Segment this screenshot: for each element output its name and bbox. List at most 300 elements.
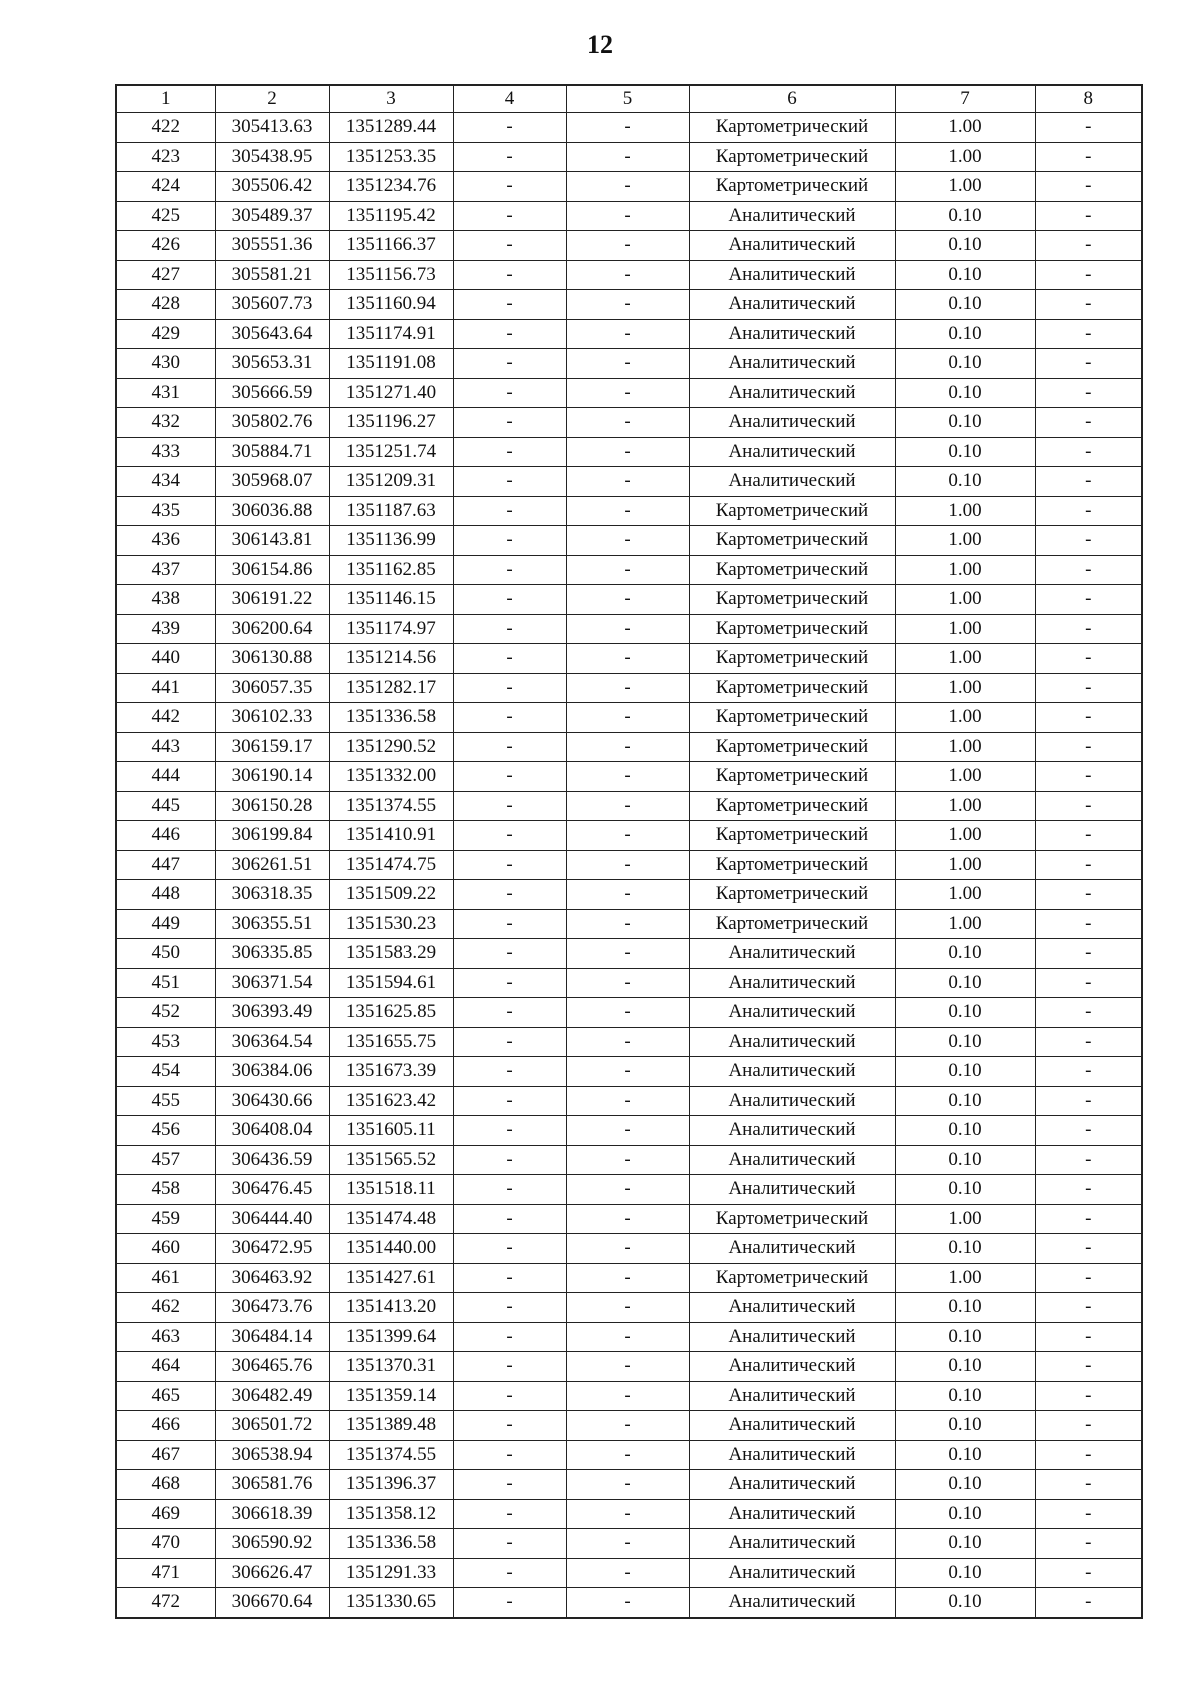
cell-point-number: 425 (116, 201, 215, 231)
cell-col-8: - (1035, 1440, 1142, 1470)
cell-col-4: - (453, 821, 566, 851)
cell-col-4: - (453, 614, 566, 644)
cell-x-coordinate: 305643.64 (215, 319, 329, 349)
table-row (116, 113, 1142, 143)
cell-col-5: - (566, 732, 689, 762)
cell-col-8: - (1035, 1204, 1142, 1234)
cell-col-8: - (1035, 762, 1142, 792)
cell-col-5: - (566, 939, 689, 969)
cell-y-coordinate: 1351160.94 (329, 290, 453, 320)
cell-point-number: 472 (116, 1588, 215, 1618)
cell-point-number: 471 (116, 1558, 215, 1588)
cell-point-number: 446 (116, 821, 215, 851)
cell-col-4: - (453, 1381, 566, 1411)
cell-col-8: - (1035, 939, 1142, 969)
cell-method: Аналитический (689, 1352, 895, 1382)
cell-col-5: - (566, 467, 689, 497)
cell-method: Картометрический (689, 909, 895, 939)
cell-point-number: 423 (116, 142, 215, 172)
cell-accuracy: 0.10 (895, 1175, 1035, 1205)
cell-accuracy: 1.00 (895, 850, 1035, 880)
cell-y-coordinate: 1351374.55 (329, 1440, 453, 1470)
cell-x-coordinate: 306430.66 (215, 1086, 329, 1116)
cell-col-5: - (566, 1263, 689, 1293)
cell-y-coordinate: 1351174.97 (329, 614, 453, 644)
cell-x-coordinate: 306465.76 (215, 1352, 329, 1382)
header-cell-point-number: 1 (116, 85, 215, 113)
cell-accuracy: 1.00 (895, 172, 1035, 202)
cell-y-coordinate: 1351399.64 (329, 1322, 453, 1352)
cell-point-number: 467 (116, 1440, 215, 1470)
cell-method: Аналитический (689, 1381, 895, 1411)
table-row (116, 850, 1142, 880)
cell-col-4: - (453, 496, 566, 526)
cell-x-coordinate: 305489.37 (215, 201, 329, 231)
cell-col-8: - (1035, 1352, 1142, 1382)
cell-y-coordinate: 1351166.37 (329, 231, 453, 261)
table-row (116, 880, 1142, 910)
cell-method: Аналитический (689, 939, 895, 969)
cell-col-4: - (453, 1529, 566, 1559)
cell-x-coordinate: 306143.81 (215, 526, 329, 556)
cell-col-5: - (566, 585, 689, 615)
cell-accuracy: 1.00 (895, 673, 1035, 703)
cell-col-5: - (566, 113, 689, 143)
cell-method: Аналитический (689, 1411, 895, 1441)
cell-y-coordinate: 1351336.58 (329, 1529, 453, 1559)
cell-col-5: - (566, 1145, 689, 1175)
cell-y-coordinate: 1351195.42 (329, 201, 453, 231)
cell-method: Картометрический (689, 614, 895, 644)
cell-method: Аналитический (689, 1558, 895, 1588)
cell-point-number: 443 (116, 732, 215, 762)
cell-point-number: 429 (116, 319, 215, 349)
cell-col-4: - (453, 1263, 566, 1293)
cell-x-coordinate: 306130.88 (215, 644, 329, 674)
cell-accuracy: 0.10 (895, 1027, 1035, 1057)
cell-col-4: - (453, 231, 566, 261)
cell-accuracy: 0.10 (895, 1440, 1035, 1470)
cell-y-coordinate: 1351291.33 (329, 1558, 453, 1588)
cell-accuracy: 1.00 (895, 614, 1035, 644)
cell-x-coordinate: 306261.51 (215, 850, 329, 880)
cell-method: Картометрический (689, 526, 895, 556)
cell-col-5: - (566, 349, 689, 379)
table-row (116, 1175, 1142, 1205)
cell-x-coordinate: 306463.92 (215, 1263, 329, 1293)
cell-method: Аналитический (689, 290, 895, 320)
cell-accuracy: 1.00 (895, 496, 1035, 526)
cell-point-number: 436 (116, 526, 215, 556)
cell-accuracy: 0.10 (895, 1529, 1035, 1559)
cell-point-number: 434 (116, 467, 215, 497)
cell-y-coordinate: 1351389.48 (329, 1411, 453, 1441)
header-cell-col-5: 5 (566, 85, 689, 113)
cell-col-5: - (566, 1352, 689, 1382)
cell-accuracy: 0.10 (895, 1322, 1035, 1352)
cell-y-coordinate: 1351162.85 (329, 555, 453, 585)
cell-x-coordinate: 306191.22 (215, 585, 329, 615)
cell-point-number: 451 (116, 968, 215, 998)
cell-x-coordinate: 306200.64 (215, 614, 329, 644)
cell-accuracy: 0.10 (895, 290, 1035, 320)
cell-col-4: - (453, 1234, 566, 1264)
cell-col-4: - (453, 762, 566, 792)
cell-point-number: 427 (116, 260, 215, 290)
table-row (116, 732, 1142, 762)
cell-accuracy: 0.10 (895, 1588, 1035, 1618)
cell-point-number: 460 (116, 1234, 215, 1264)
cell-x-coordinate: 306384.06 (215, 1057, 329, 1087)
cell-x-coordinate: 305653.31 (215, 349, 329, 379)
cell-y-coordinate: 1351673.39 (329, 1057, 453, 1087)
cell-x-coordinate: 305607.73 (215, 290, 329, 320)
cell-accuracy: 0.10 (895, 998, 1035, 1028)
cell-col-8: - (1035, 1588, 1142, 1618)
cell-x-coordinate: 306538.94 (215, 1440, 329, 1470)
cell-col-4: - (453, 408, 566, 438)
cell-col-4: - (453, 467, 566, 497)
cell-method: Аналитический (689, 1322, 895, 1352)
cell-point-number: 431 (116, 378, 215, 408)
cell-col-8: - (1035, 319, 1142, 349)
cell-col-4: - (453, 732, 566, 762)
table-row (116, 526, 1142, 556)
table-row (116, 290, 1142, 320)
cell-method: Картометрический (689, 1263, 895, 1293)
cell-col-5: - (566, 1381, 689, 1411)
cell-col-4: - (453, 1558, 566, 1588)
cell-col-4: - (453, 113, 566, 143)
cell-method: Картометрический (689, 142, 895, 172)
cell-y-coordinate: 1351565.52 (329, 1145, 453, 1175)
cell-accuracy: 0.10 (895, 260, 1035, 290)
cell-point-number: 458 (116, 1175, 215, 1205)
cell-col-8: - (1035, 555, 1142, 585)
cell-col-8: - (1035, 260, 1142, 290)
cell-x-coordinate: 305551.36 (215, 231, 329, 261)
table-row (116, 585, 1142, 615)
cell-point-number: 463 (116, 1322, 215, 1352)
cell-x-coordinate: 306159.17 (215, 732, 329, 762)
cell-col-5: - (566, 998, 689, 1028)
cell-x-coordinate: 306408.04 (215, 1116, 329, 1146)
cell-col-5: - (566, 1057, 689, 1087)
cell-accuracy: 0.10 (895, 939, 1035, 969)
cell-col-8: - (1035, 732, 1142, 762)
cell-method: Аналитический (689, 1499, 895, 1529)
cell-col-4: - (453, 1175, 566, 1205)
cell-x-coordinate: 306484.14 (215, 1322, 329, 1352)
cell-method: Аналитический (689, 1145, 895, 1175)
cell-col-5: - (566, 1175, 689, 1205)
cell-col-4: - (453, 1440, 566, 1470)
cell-x-coordinate: 306444.40 (215, 1204, 329, 1234)
cell-col-8: - (1035, 290, 1142, 320)
cell-accuracy: 1.00 (895, 1263, 1035, 1293)
cell-col-8: - (1035, 703, 1142, 733)
cell-col-4: - (453, 1293, 566, 1323)
table-row (116, 968, 1142, 998)
cell-point-number: 469 (116, 1499, 215, 1529)
cell-y-coordinate: 1351370.31 (329, 1352, 453, 1382)
cell-col-4: - (453, 172, 566, 202)
cell-col-8: - (1035, 998, 1142, 1028)
cell-y-coordinate: 1351136.99 (329, 526, 453, 556)
table-row (116, 1204, 1142, 1234)
table-row (116, 998, 1142, 1028)
cell-accuracy: 0.10 (895, 1558, 1035, 1588)
cell-x-coordinate: 305506.42 (215, 172, 329, 202)
cell-accuracy: 1.00 (895, 762, 1035, 792)
header-cell-y-coordinate: 3 (329, 85, 453, 113)
cell-method: Аналитический (689, 1440, 895, 1470)
table-row (116, 1440, 1142, 1470)
cell-point-number: 435 (116, 496, 215, 526)
cell-y-coordinate: 1351253.35 (329, 142, 453, 172)
cell-col-4: - (453, 880, 566, 910)
cell-point-number: 452 (116, 998, 215, 1028)
cell-method: Аналитический (689, 968, 895, 998)
cell-col-4: - (453, 1470, 566, 1500)
table-row (116, 555, 1142, 585)
cell-point-number: 447 (116, 850, 215, 880)
cell-y-coordinate: 1351583.29 (329, 939, 453, 969)
cell-x-coordinate: 306371.54 (215, 968, 329, 998)
cell-y-coordinate: 1351605.11 (329, 1116, 453, 1146)
cell-accuracy: 0.10 (895, 349, 1035, 379)
cell-col-4: - (453, 1411, 566, 1441)
cell-method: Аналитический (689, 201, 895, 231)
cell-method: Аналитический (689, 1175, 895, 1205)
cell-col-8: - (1035, 644, 1142, 674)
cell-col-8: - (1035, 909, 1142, 939)
cell-x-coordinate: 306318.35 (215, 880, 329, 910)
cell-col-8: - (1035, 1145, 1142, 1175)
cell-col-5: - (566, 968, 689, 998)
cell-x-coordinate: 305413.63 (215, 113, 329, 143)
cell-method: Аналитический (689, 1588, 895, 1618)
table-row (116, 1352, 1142, 1382)
cell-col-8: - (1035, 172, 1142, 202)
table-row (116, 201, 1142, 231)
cell-col-4: - (453, 1116, 566, 1146)
cell-y-coordinate: 1351359.14 (329, 1381, 453, 1411)
cell-y-coordinate: 1351191.08 (329, 349, 453, 379)
cell-col-5: - (566, 1499, 689, 1529)
cell-col-4: - (453, 555, 566, 585)
cell-point-number: 422 (116, 113, 215, 143)
cell-col-5: - (566, 791, 689, 821)
cell-col-4: - (453, 644, 566, 674)
cell-col-4: - (453, 437, 566, 467)
cell-accuracy: 1.00 (895, 880, 1035, 910)
cell-accuracy: 1.00 (895, 142, 1035, 172)
cell-col-4: - (453, 526, 566, 556)
cell-y-coordinate: 1351214.56 (329, 644, 453, 674)
cell-point-number: 464 (116, 1352, 215, 1382)
cell-accuracy: 1.00 (895, 732, 1035, 762)
cell-point-number: 428 (116, 290, 215, 320)
table-row (116, 673, 1142, 703)
cell-x-coordinate: 305438.95 (215, 142, 329, 172)
table-row (116, 614, 1142, 644)
cell-accuracy: 1.00 (895, 791, 1035, 821)
cell-col-8: - (1035, 437, 1142, 467)
cell-accuracy: 0.10 (895, 319, 1035, 349)
table-row (116, 1234, 1142, 1264)
cell-y-coordinate: 1351374.55 (329, 791, 453, 821)
table-row (116, 172, 1142, 202)
cell-col-4: - (453, 1204, 566, 1234)
cell-col-4: - (453, 909, 566, 939)
cell-accuracy: 0.10 (895, 1381, 1035, 1411)
cell-accuracy: 0.10 (895, 1499, 1035, 1529)
cell-y-coordinate: 1351174.91 (329, 319, 453, 349)
cell-col-5: - (566, 260, 689, 290)
cell-y-coordinate: 1351655.75 (329, 1027, 453, 1057)
cell-accuracy: 1.00 (895, 113, 1035, 143)
table-row (116, 496, 1142, 526)
cell-y-coordinate: 1351474.75 (329, 850, 453, 880)
coordinates-table (115, 84, 1143, 1619)
cell-method: Картометрический (689, 555, 895, 585)
table-row (116, 1027, 1142, 1057)
cell-method: Аналитический (689, 1529, 895, 1559)
cell-accuracy: 0.10 (895, 1470, 1035, 1500)
cell-col-5: - (566, 378, 689, 408)
cell-col-5: - (566, 319, 689, 349)
cell-col-5: - (566, 1322, 689, 1352)
cell-x-coordinate: 305666.59 (215, 378, 329, 408)
cell-col-5: - (566, 1086, 689, 1116)
cell-col-5: - (566, 1411, 689, 1441)
cell-col-5: - (566, 437, 689, 467)
cell-y-coordinate: 1351332.00 (329, 762, 453, 792)
cell-method: Аналитический (689, 378, 895, 408)
cell-y-coordinate: 1351336.58 (329, 703, 453, 733)
cell-accuracy: 1.00 (895, 703, 1035, 733)
table-row (116, 260, 1142, 290)
cell-point-number: 426 (116, 231, 215, 261)
cell-col-5: - (566, 1234, 689, 1264)
cell-col-5: - (566, 142, 689, 172)
cell-y-coordinate: 1351518.11 (329, 1175, 453, 1205)
cell-col-5: - (566, 850, 689, 880)
cell-point-number: 465 (116, 1381, 215, 1411)
cell-col-8: - (1035, 1263, 1142, 1293)
cell-col-5: - (566, 1440, 689, 1470)
cell-x-coordinate: 306581.76 (215, 1470, 329, 1500)
cell-x-coordinate: 305802.76 (215, 408, 329, 438)
cell-col-5: - (566, 1558, 689, 1588)
cell-col-4: - (453, 673, 566, 703)
cell-method: Аналитический (689, 998, 895, 1028)
cell-point-number: 456 (116, 1116, 215, 1146)
cell-point-number: 444 (116, 762, 215, 792)
table-row (116, 1057, 1142, 1087)
cell-point-number: 440 (116, 644, 215, 674)
cell-point-number: 450 (116, 939, 215, 969)
cell-y-coordinate: 1351358.12 (329, 1499, 453, 1529)
cell-accuracy: 1.00 (895, 555, 1035, 585)
table-row (116, 1499, 1142, 1529)
cell-col-4: - (453, 260, 566, 290)
cell-x-coordinate: 306057.35 (215, 673, 329, 703)
cell-col-5: - (566, 880, 689, 910)
cell-col-4: - (453, 319, 566, 349)
cell-x-coordinate: 306393.49 (215, 998, 329, 1028)
cell-method: Аналитический (689, 319, 895, 349)
cell-method: Аналитический (689, 1293, 895, 1323)
cell-col-8: - (1035, 1529, 1142, 1559)
table-row (116, 349, 1142, 379)
table-row (116, 1411, 1142, 1441)
cell-col-8: - (1035, 231, 1142, 261)
cell-accuracy: 1.00 (895, 821, 1035, 851)
cell-col-5: - (566, 1588, 689, 1618)
cell-col-4: - (453, 585, 566, 615)
cell-x-coordinate: 306036.88 (215, 496, 329, 526)
cell-x-coordinate: 306482.49 (215, 1381, 329, 1411)
header-cell-method: 6 (689, 85, 895, 113)
page-number: 12 (587, 30, 613, 59)
cell-col-5: - (566, 290, 689, 320)
cell-x-coordinate: 306364.54 (215, 1027, 329, 1057)
cell-x-coordinate: 306590.92 (215, 1529, 329, 1559)
cell-y-coordinate: 1351156.73 (329, 260, 453, 290)
cell-x-coordinate: 306199.84 (215, 821, 329, 851)
cell-accuracy: 1.00 (895, 585, 1035, 615)
cell-method: Картометрический (689, 113, 895, 143)
cell-point-number: 459 (116, 1204, 215, 1234)
cell-col-5: - (566, 703, 689, 733)
cell-y-coordinate: 1351289.44 (329, 113, 453, 143)
cell-col-4: - (453, 791, 566, 821)
cell-col-5: - (566, 909, 689, 939)
cell-method: Аналитический (689, 1057, 895, 1087)
cell-col-8: - (1035, 1381, 1142, 1411)
cell-point-number: 457 (116, 1145, 215, 1175)
cell-col-5: - (566, 1529, 689, 1559)
cell-col-5: - (566, 231, 689, 261)
cell-col-8: - (1035, 821, 1142, 851)
cell-point-number: 448 (116, 880, 215, 910)
cell-col-5: - (566, 1470, 689, 1500)
cell-accuracy: 0.10 (895, 968, 1035, 998)
header-cell-accuracy: 7 (895, 85, 1035, 113)
table-row (116, 437, 1142, 467)
cell-col-8: - (1035, 378, 1142, 408)
cell-method: Картометрический (689, 821, 895, 851)
cell-col-4: - (453, 1322, 566, 1352)
cell-y-coordinate: 1351146.15 (329, 585, 453, 615)
cell-accuracy: 0.10 (895, 378, 1035, 408)
table-row (116, 231, 1142, 261)
cell-point-number: 437 (116, 555, 215, 585)
cell-y-coordinate: 1351509.22 (329, 880, 453, 910)
table-row (116, 1145, 1142, 1175)
cell-x-coordinate: 305968.07 (215, 467, 329, 497)
cell-point-number: 438 (116, 585, 215, 615)
cell-col-5: - (566, 526, 689, 556)
cell-col-4: - (453, 703, 566, 733)
cell-col-8: - (1035, 201, 1142, 231)
cell-method: Картометрический (689, 703, 895, 733)
cell-col-4: - (453, 1588, 566, 1618)
cell-col-8: - (1035, 467, 1142, 497)
cell-y-coordinate: 1351625.85 (329, 998, 453, 1028)
